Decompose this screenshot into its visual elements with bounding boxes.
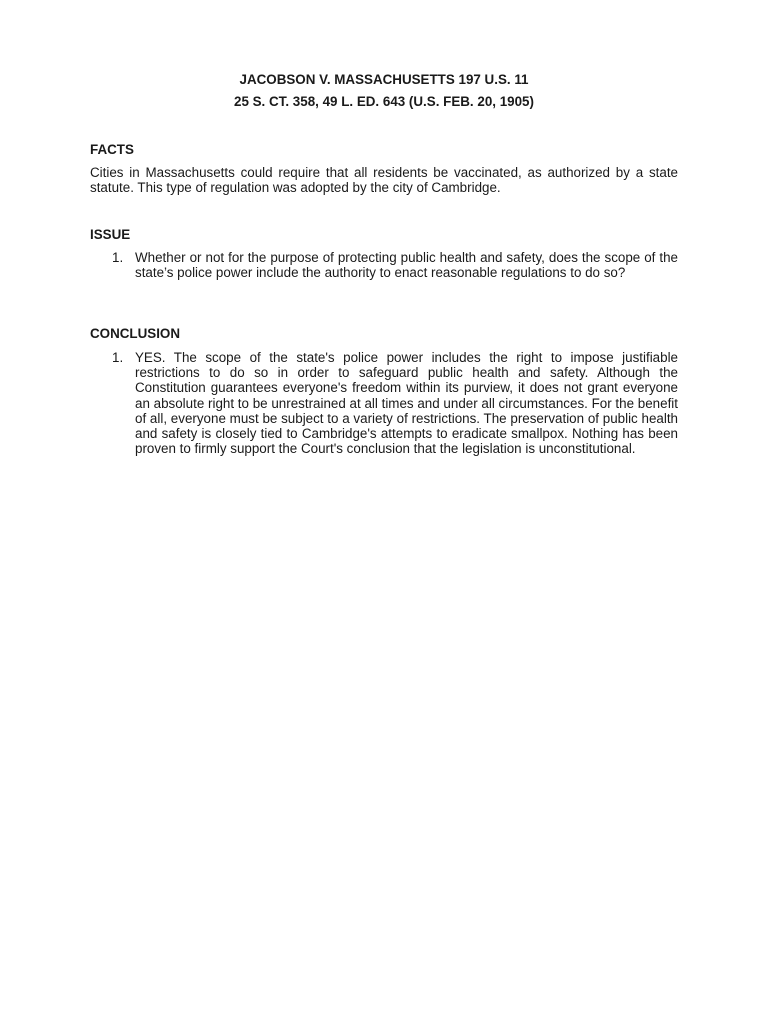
case-citation: 25 S. CT. 358, 49 L. ED. 643 (U.S. FEB. 20, 1905)	[234, 94, 534, 109]
conclusion-text: YES. The scope of the state's police power includes the right to impose justifiable restrictions to do so in order to safeguard public health and safety. Although the Constitution guarantees everyone's freedom within its purview, it does not grant everyone an absolute right to be unrestrained at all times and under all circumstances. For the benefit of all, everyone must be subject to a variety of restrictions. The preservation of public health and safety is closely tied to Cambridge's attempts to eradicate smallpox. Nothing has been proven to firmly support the Court's conclusion that the legislation is unconstitutional.	[135, 350, 678, 457]
conclusion-heading: CONCLUSION	[90, 326, 181, 341]
issue-heading: ISSUE	[90, 227, 131, 242]
list-item	[90, 350, 678, 456]
case-title: JACOBSON V. MASSACHUSETTS 197 U.S. 11	[239, 72, 529, 87]
issue-text: Whether or not for the purpose of protecting public health and safety, does the scope of the state’s police power include the authority to enact reasonable regulations to do so?	[135, 250, 678, 281]
list-number: 1.	[112, 250, 124, 265]
list-number: 1.	[112, 350, 124, 365]
issue-list	[90, 250, 678, 280]
facts-heading: FACTS	[90, 142, 134, 157]
facts-paragraph: Cities in Massachusetts could require that all residents be vaccinated, as authorized by a state statute. This type of regulation was adopted by the city of Cambridge.	[90, 165, 678, 196]
list-item	[90, 250, 678, 280]
conclusion-list	[90, 350, 678, 456]
